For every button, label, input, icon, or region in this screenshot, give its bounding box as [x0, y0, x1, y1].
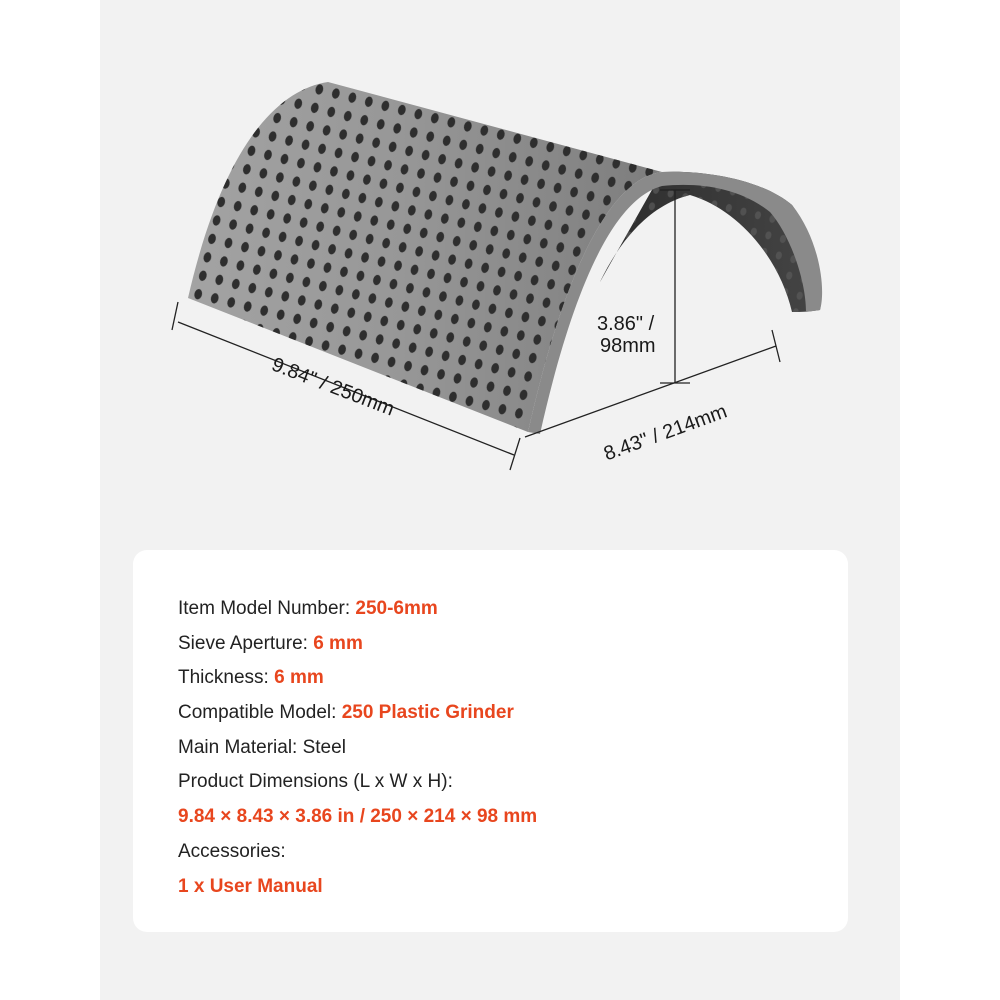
height-label-line2: 98mm [600, 335, 656, 357]
spec-model [178, 592, 848, 627]
spec-accessories-value: 1 x User Manual [178, 875, 323, 897]
spec-compatible [178, 696, 848, 731]
spec-material-value: Steel [302, 736, 346, 758]
spec-aperture-value: 6 mm [313, 632, 363, 654]
spec-aperture-label: Sieve Aperture: [178, 632, 314, 654]
spec-aperture [178, 627, 848, 662]
height-dimension [660, 190, 690, 383]
width-label: 8.43" / 214mm [600, 400, 730, 466]
spec-accessories-label: Accessories: [178, 840, 286, 862]
spec-material [178, 731, 848, 766]
spec-dimensions-label: Product Dimensions (L x W x H): [178, 771, 453, 793]
spec-compatible-value: 250 Plastic Grinder [341, 702, 514, 724]
spec-model-label: Item Model Number: [178, 598, 356, 619]
spec-thickness-label: Thickness: [178, 667, 275, 689]
spec-thickness [178, 661, 848, 696]
spec-material-label: Main Material: [178, 736, 303, 758]
spec-dimensions-value: 9.84 × 8.43 × 3.86 in / 250 × 214 × 98 mm [178, 806, 538, 828]
length-label: 9.84" / 250mm [268, 353, 398, 421]
spec-compatible-label: Compatible Model: [178, 702, 342, 724]
spec-model-value: 250-6mm [355, 598, 438, 619]
height-label-line1: 3.86" / [597, 313, 655, 335]
spec-thickness-value: 6 mm [274, 667, 324, 689]
spec-card [133, 550, 848, 932]
